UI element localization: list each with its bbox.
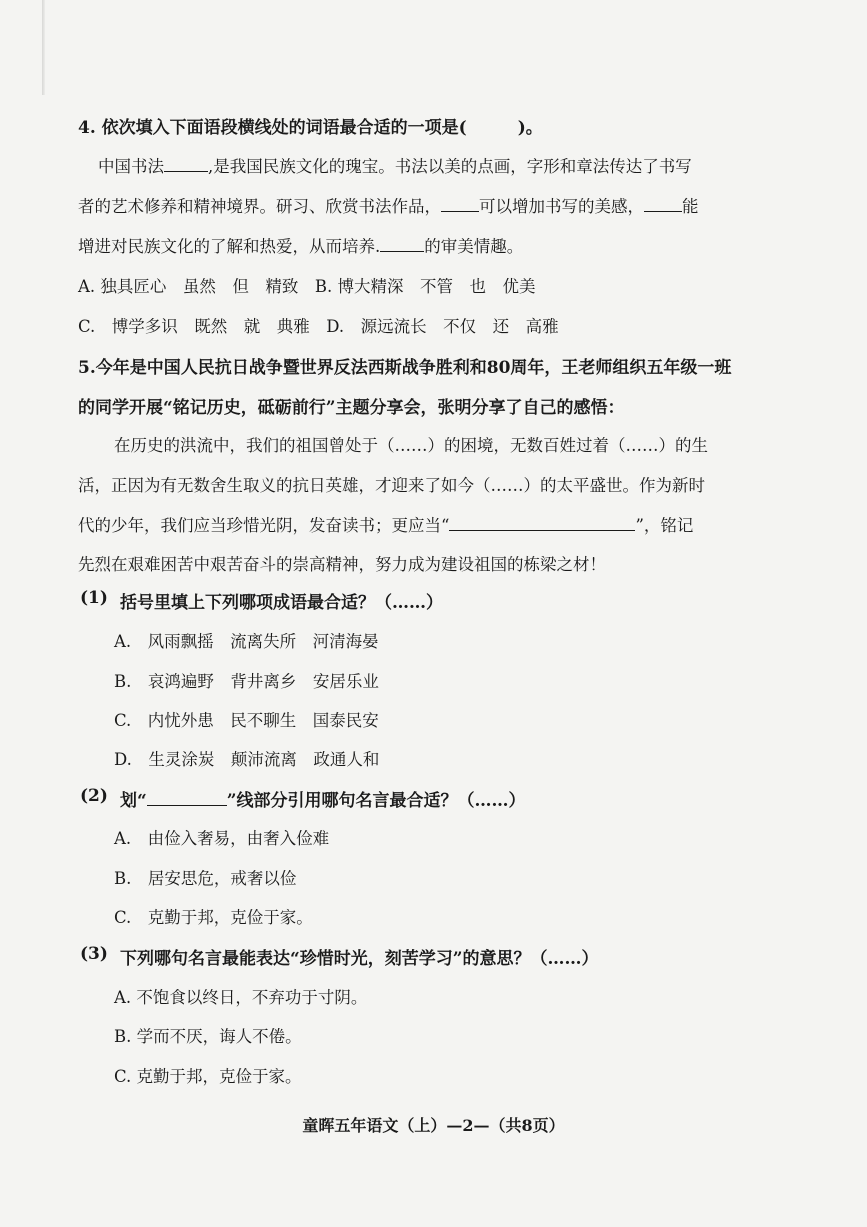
q5-sub3-number: (3) [80, 944, 108, 964]
q5-sub1-option: D. 生灵涂炭 颠沛流离 政通人和 [114, 750, 380, 769]
q5-sub1-title: 括号里填上下列哪项成语最合适？（……） [120, 593, 443, 613]
q5-passage-line-4: 先烈在艰难困苦中艰苦奋斗的崇高精神，努力成为建设祖国的栋梁之材！ [78, 555, 606, 574]
page-footer: 童晖五年语文（上）—2—（共8页） [302, 1116, 565, 1135]
q4-passage-line-3 [78, 233, 523, 257]
q4-passage-line-2 [78, 193, 699, 217]
q5-sub3-title: 下列哪句名言最能表达“珍惜时光，刻苦学习”的意思？（……） [120, 949, 599, 969]
q5-sub2-option: B. 居安思危，戒奢以俭 [114, 869, 297, 888]
q4-blank-3 [644, 197, 682, 212]
q5-sub1-number: (1) [80, 588, 108, 608]
q5-sub2-text: 划“ [120, 791, 147, 811]
q4-title: 4. 依次填入下面语段横线处的词语最合适的一项是( )。 [78, 118, 543, 138]
q4-passage-line-1 [98, 153, 692, 177]
q5-quote-blank [449, 516, 635, 531]
q5-passage-line-1: 在历史的洪流中，我们的祖国曾处于（……）的困境，无数百姓过着（……）的生 [114, 436, 708, 455]
q5-sub3-option: C. 克勤于邦，克俭于家。 [114, 1067, 302, 1086]
q4-option-row: C. 博学多识 既然 就 典雅 D. 源远流长 不仅 还 高雅 [78, 317, 559, 336]
q5-sub2-number: (2) [80, 786, 108, 806]
q5-sub2-blank [147, 791, 227, 806]
q5-sub2-text: ”线部分引用哪句名言最合适？（……） [226, 791, 526, 811]
q4-blank-4 [380, 237, 424, 252]
q5-passage-line-3 [78, 512, 693, 536]
page-fold-shadow [42, 0, 45, 95]
q5-text: 代的少年，我们应当珍惜光阴，发奋读书；更应当“ [78, 516, 450, 535]
q4-text: 中国书法 [98, 157, 164, 176]
q4-blank-1 [164, 157, 208, 172]
q4-text: 者的艺术修养和精神境界。研习、欣赏书法作品， [78, 197, 441, 216]
q4-text: 的审美情趣。 [424, 237, 524, 256]
q5-sub1-option: A. 风雨飘摇 流离失所 河清海晏 [114, 632, 379, 651]
q5-sub1-option: C. 内忧外患 民不聊生 国泰民安 [114, 711, 379, 730]
q4-blank-2 [441, 197, 479, 212]
q5-sub3-option: A. 不饱食以终日，不弃功于寸阴。 [114, 988, 368, 1007]
q5-sub2-title [120, 786, 526, 811]
q4-text: 增进对民族文化的了解和热爱，从而培养. [78, 237, 381, 256]
q5-sub2-option: A. 由俭入奢易，由奢入俭难 [114, 829, 330, 848]
q4-option-row: A. 独具匠心 虽然 但 精致 B. 博大精深 不管 也 优美 [78, 277, 536, 296]
q5-title-line-2: 的同学开展“铭记历史，砥砺前行”主题分享会，张明分享了自己的感悟： [78, 398, 625, 418]
q5-title-line-1: 5.今年是中国人民抗日战争暨世界反法西斯战争胜利和80周年，王老师组织五年级一班 [78, 358, 732, 378]
q4-text: 能 [682, 197, 699, 216]
q4-text: ,是我国民族文化的瑰宝。书法以美的点画，字形和章法传达了书写 [208, 157, 692, 176]
q5-passage-line-2: 活，正因为有无数舍生取义的抗日英雄，才迎来了如今（……）的太平盛世。作为新时 [78, 476, 705, 495]
q5-sub1-option: B. 哀鸿遍野 背井离乡 安居乐业 [114, 672, 379, 691]
q5-text: ”，铭记 [635, 516, 694, 535]
q4-text: 可以增加书写的美感， [479, 197, 644, 216]
q5-sub2-option: C. 克勤于邦，克俭于家。 [114, 908, 313, 927]
q5-sub3-option: B. 学而不厌，诲人不倦。 [114, 1027, 302, 1046]
